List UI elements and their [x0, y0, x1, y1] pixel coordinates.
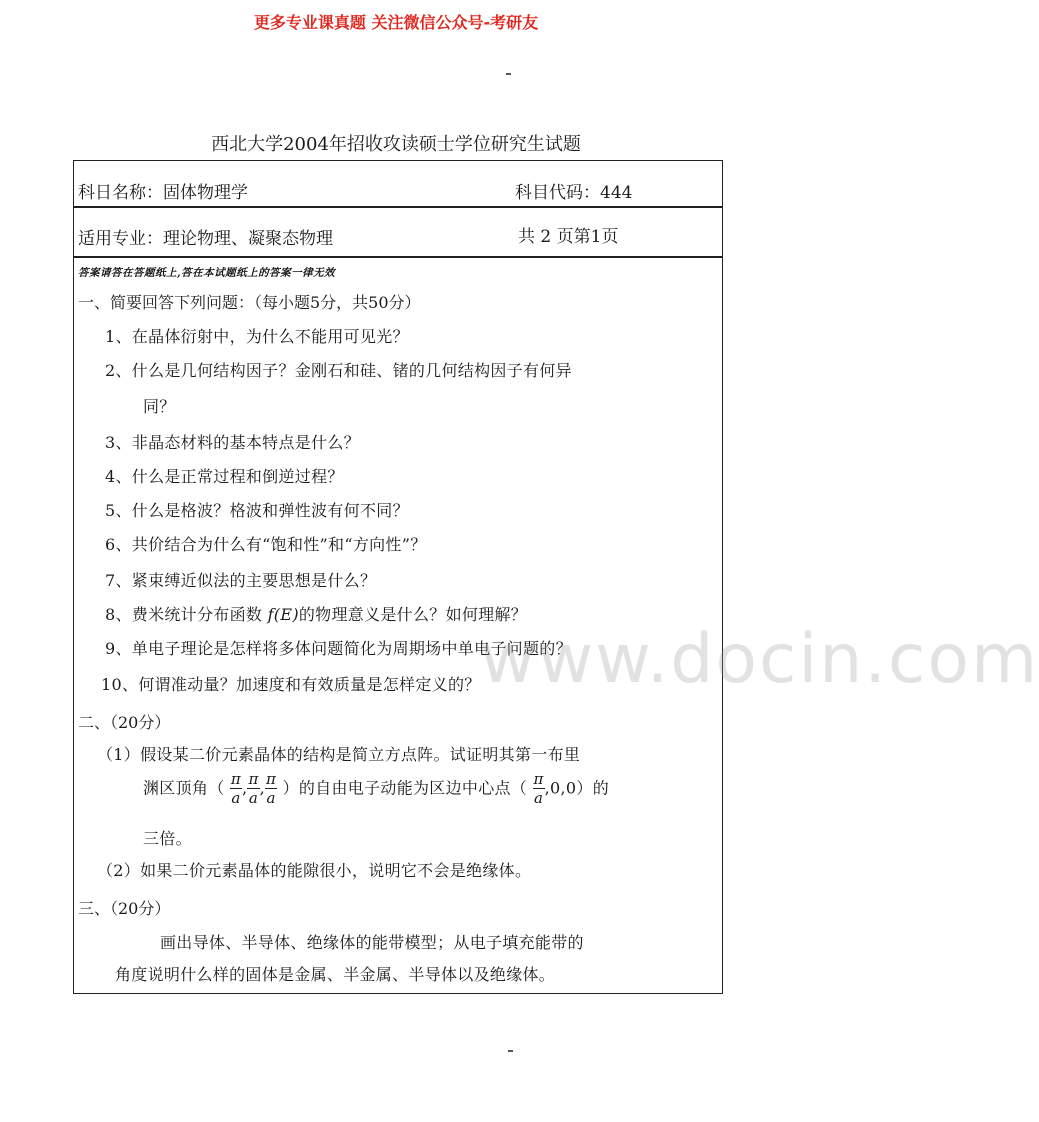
fraction-pi-over-a-2: $\frac{\pi}{a}$ [248, 770, 259, 807]
question-1: 1、在晶体衍射中，为什么不能用可见光？ [105, 327, 409, 346]
line2-text-b: ）的自由电子动能为区边中心点（ [282, 778, 528, 798]
header-divider-1 [73, 206, 723, 208]
scan-speck [506, 73, 511, 75]
answer-notice: 答案请答在答题纸上,答在本试题纸上的答案一律无效 [78, 267, 336, 279]
fraction-pi-over-a-3: $\frac{\pi}{a}$ [266, 770, 277, 807]
section3-heading: 三、（20分） [78, 899, 171, 918]
page-count: 共 2 页第1页 [518, 227, 619, 247]
question-7: 7、紧束缚近似法的主要思想是什么？ [105, 571, 377, 590]
applicable-major: 适用专业：理论物理、凝聚态物理 [78, 229, 333, 249]
question-3: 3、非晶态材料的基本特点是什么？ [105, 433, 360, 452]
section1-heading: 一、简要回答下列问题：（每小题5分，共50分） [78, 293, 421, 312]
header-divider-2 [73, 256, 723, 258]
fraction-pi-over-a-4: $\frac{\pi}{a}$ [533, 770, 544, 807]
question-2-cont: 同？ [143, 397, 176, 416]
line2-text-c: ,0,0）的 [544, 778, 610, 798]
section2-part1-line2: 渊区顶角（ $\frac{\pi}{a}$ , $\frac{\pi}{a}$ , $\frac{\pi}{a}$ ）的自由电子动能为区边中心点（ $\frac{\pi}{a}$ ,0,0）的 [143, 770, 610, 807]
question-4: 4、什么是正常过程和倒逆过程？ [105, 467, 344, 486]
section2-part2: （2）如果二价元素晶体的能隙很小，说明它不会是绝缘体。 [97, 861, 532, 880]
question-8-text-a: 8、费米统计分布函数 [105, 605, 263, 624]
section2-part1-line3: 三倍。 [143, 829, 192, 848]
fraction-pi-over-a-1: $\frac{\pi}{a}$ [230, 770, 242, 807]
question-5: 5、什么是格波？格波和弹性波有何不同？ [105, 501, 409, 520]
question-8 [105, 602, 527, 625]
section2-heading: 二、（20分） [78, 713, 171, 732]
section2-part1-line1: （1）假设某二价元素晶体的结构是简立方点阵。试证明其第一布里 [97, 745, 581, 764]
scan-speck-bottom [508, 1050, 513, 1052]
question-9: 9、单电子理论是怎样将多体问题简化为周期场中单电子问题的？ [105, 639, 572, 658]
subject-code: 科目代码：444 [515, 183, 633, 203]
section3-line2: 角度说明什么样的固体是金属、半金属、半导体以及绝缘体。 [115, 965, 556, 984]
question-8-text-b: 的物理意义是什么？如何理解？ [298, 605, 528, 624]
section3-line1: 画出导体、半导体、绝缘体的能带模型；从电子填充能带的 [160, 933, 584, 952]
question-2: 2、什么是几何结构因子？金刚石和硅、锗的几何结构因子有何异 [105, 361, 572, 380]
watermark: www.docin.com [480, 620, 1039, 699]
question-8-formula: f(E) [267, 605, 299, 624]
promo-banner: 更多专业课真题 关注微信公众号-考研友 [253, 13, 539, 32]
subject-name: 科日名称：固体物理学 [78, 183, 248, 203]
question-10: 10、何谓准动量？加速度和有效质量是怎样定义的？ [101, 675, 481, 694]
exam-title: 西北大学2004年招收攻读硕士学位研究生试题 [211, 134, 581, 155]
question-6: 6、共价结合为什么有“饱和性”和“方向性”？ [105, 535, 427, 554]
line2-text-a: 渊区顶角（ [143, 778, 225, 798]
